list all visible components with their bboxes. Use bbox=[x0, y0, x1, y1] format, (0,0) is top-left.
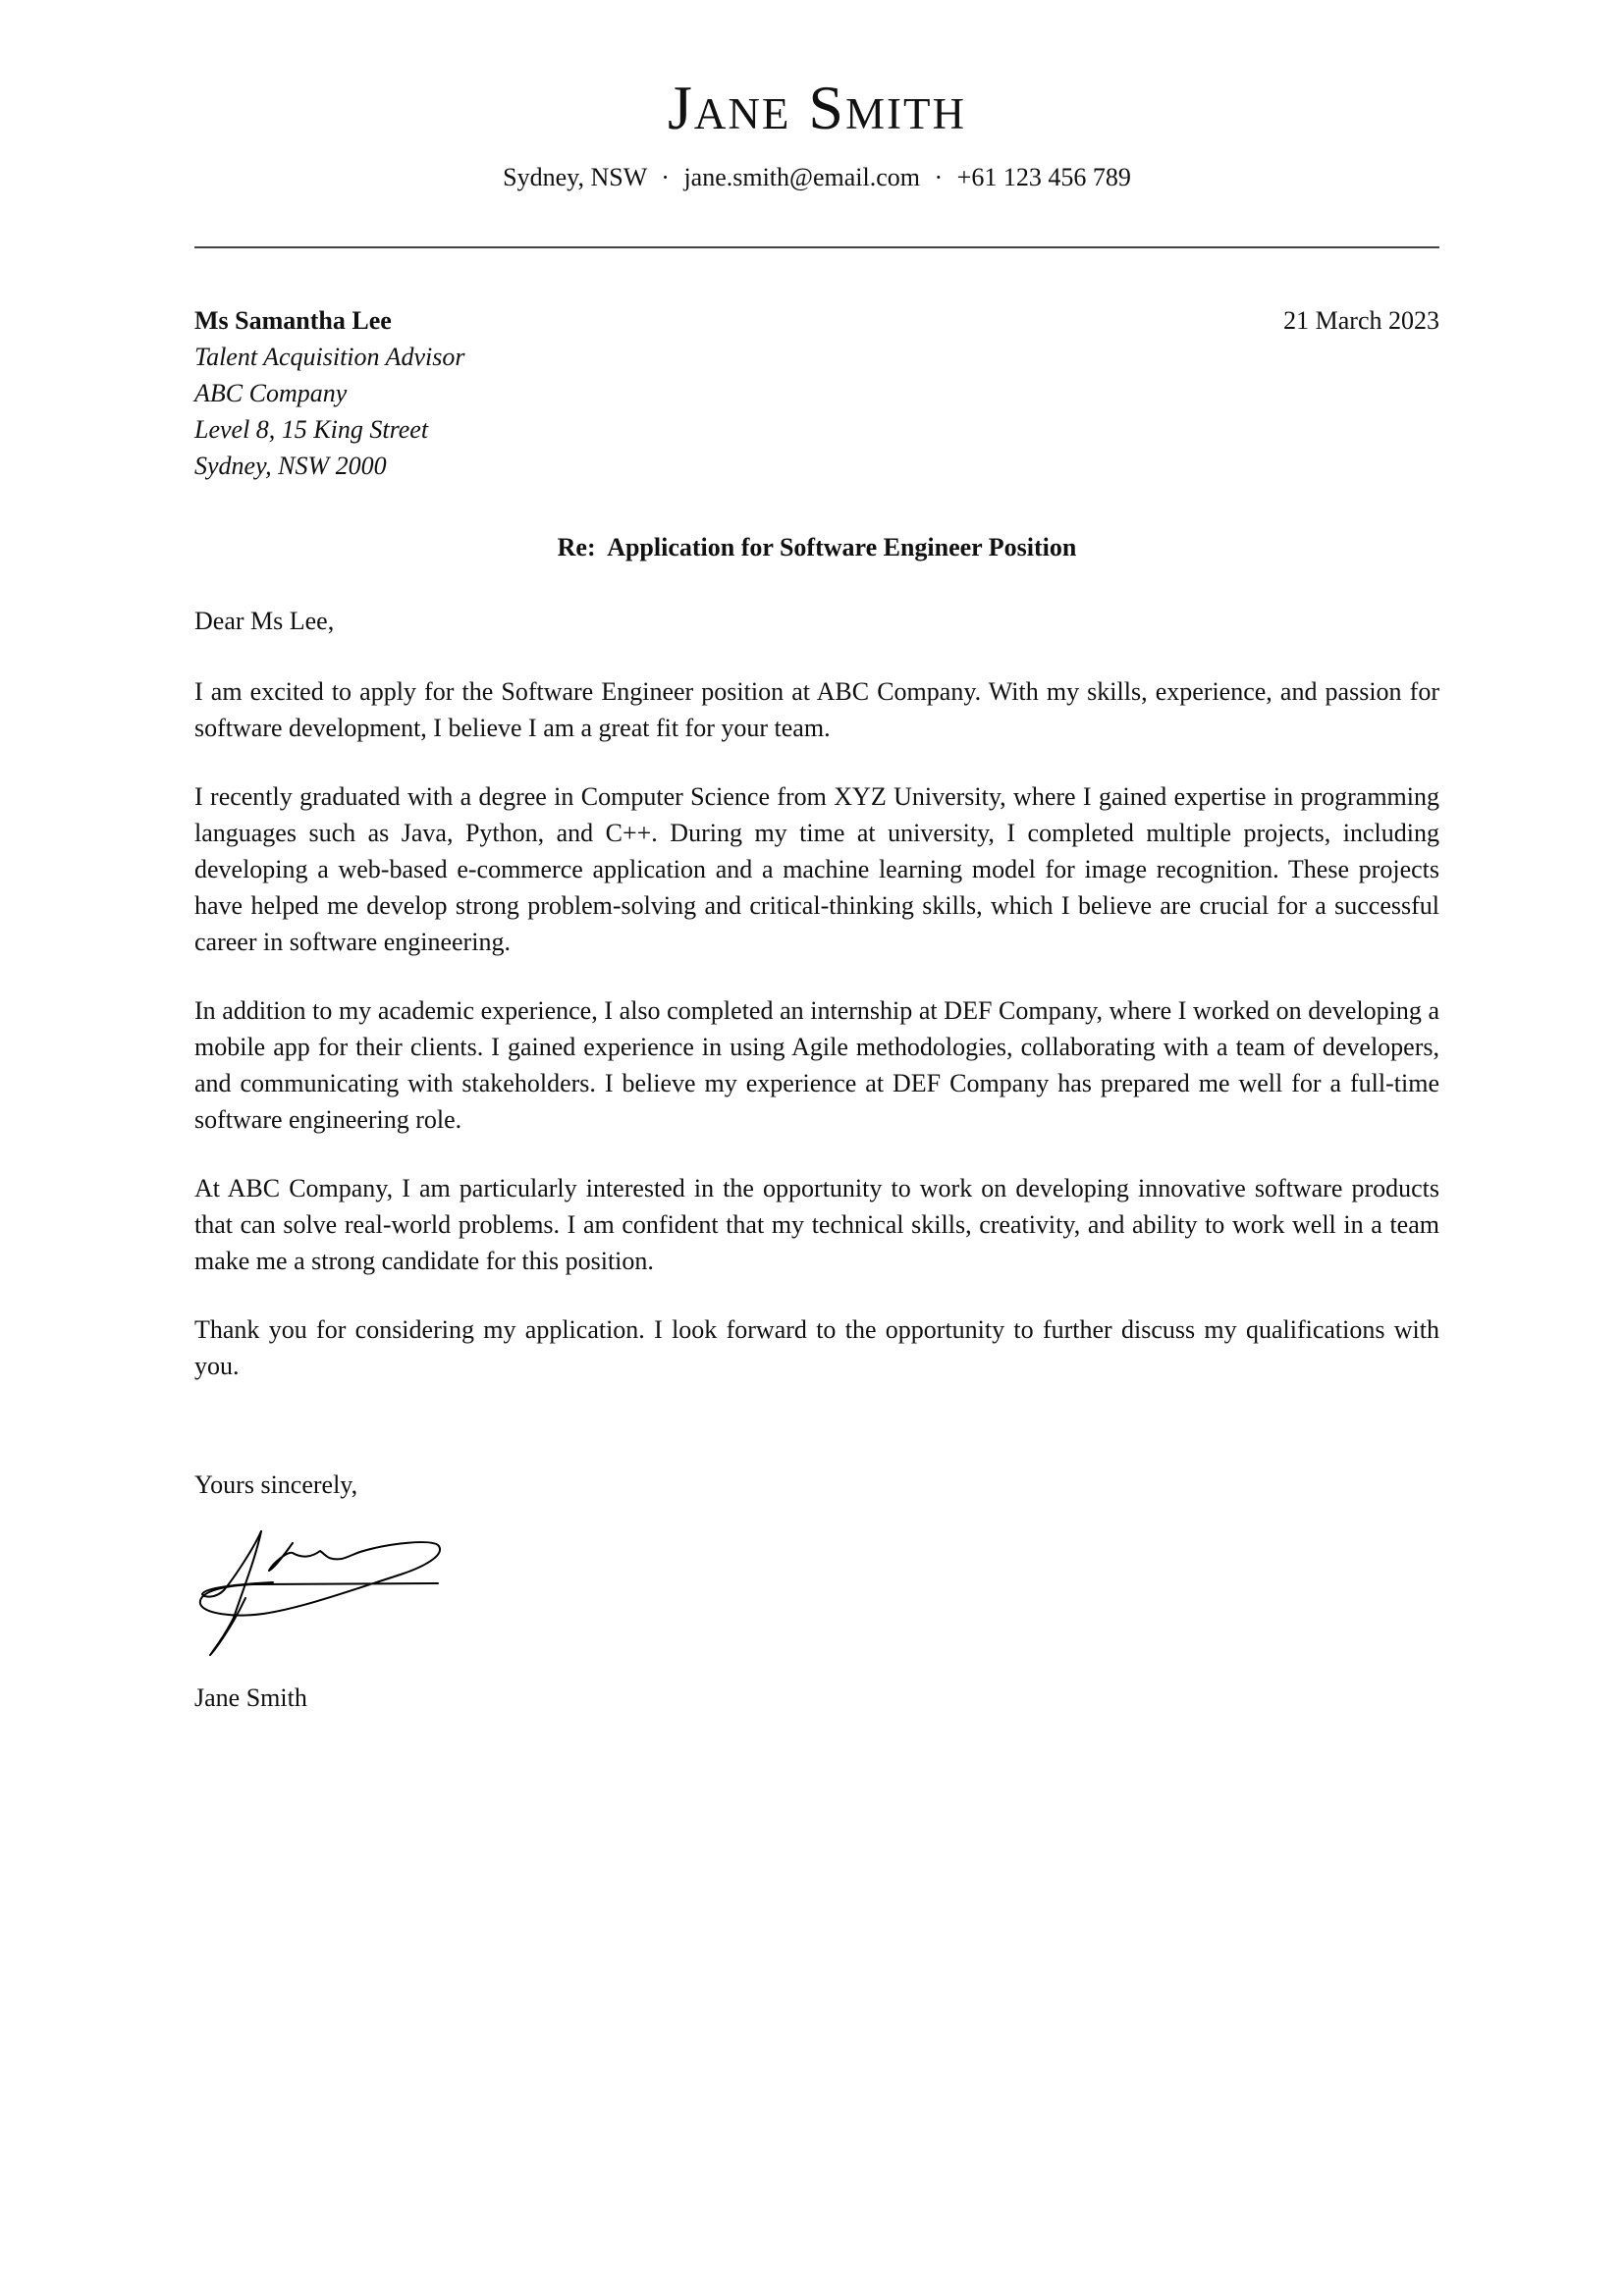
salutation: Dear Ms Lee, bbox=[194, 607, 335, 635]
body-paragraph: I am excited to apply for the Software Engineer position at ABC Company. With my skills, experience, and passion for software development, I believe I am a great fit for your team. bbox=[194, 677, 1439, 742]
body-paragraph: In addition to my academic experience, I also completed an internship at DEF Company, where I worked on developing a mobile app for their clients. I gained experience in using Agile methodologies, collaborating with a team of developers, and communicating with stakeholders. I believe my experience at DEF Company has prepared me well for a full-time software engineering role. bbox=[194, 996, 1439, 1134]
recipient-address-line2: Sydney, NSW 2000 bbox=[194, 452, 387, 480]
recipient-name: Ms Samantha Lee bbox=[194, 306, 392, 335]
letter-body bbox=[194, 673, 1439, 1416]
recipient-block bbox=[194, 302, 464, 484]
sender-location: Sydney, NSW bbox=[503, 163, 647, 191]
contact-separator: · bbox=[934, 163, 944, 191]
signature-icon bbox=[194, 1529, 479, 1667]
recipient-company: ABC Company bbox=[194, 379, 348, 407]
letter-date: 21 March 2023 bbox=[1283, 306, 1439, 335]
body-paragraph: I recently graduated with a degree in Computer Science from XYZ University, where I gained expertise in programming languages such as Java, Python, and C++. During my time at university, I completed multiple projects, including developing a web-based e-commerce application and a machine learning model for image recognition. These projects have helped me develop strong problem-solving and critical-thinking skills, which I believe are crucial for a successful career in software engineering. bbox=[194, 782, 1439, 956]
body-paragraph: At ABC Company, I am particularly interested in the opportunity to work on developing innovative software products that can solve real-world problems. I am confident that my technical skills, creativity, and ability to work well in a team make me a strong candidate for this position. bbox=[194, 1174, 1439, 1275]
closing: Yours sincerely, bbox=[194, 1470, 358, 1499]
sender-contact bbox=[194, 165, 1439, 190]
sender-email[interactable]: jane.smith@email.com bbox=[683, 163, 920, 191]
letter-subject: Re: Application for Software Engineer Position bbox=[557, 533, 1077, 561]
signed-name: Jane Smith bbox=[194, 1683, 307, 1712]
sender-name: Jane Smith bbox=[668, 73, 966, 142]
contact-separator: · bbox=[661, 163, 670, 191]
header-divider bbox=[194, 246, 1439, 248]
recipient-address-line1: Level 8, 15 King Street bbox=[194, 415, 429, 444]
body-paragraph: Thank you for considering my application. I look forward to the opportunity to further discuss my qualifications with you. bbox=[194, 1315, 1439, 1380]
recipient-title: Talent Acquisition Advisor bbox=[194, 343, 465, 371]
sender-phone: +61 123 456 789 bbox=[956, 163, 1131, 191]
